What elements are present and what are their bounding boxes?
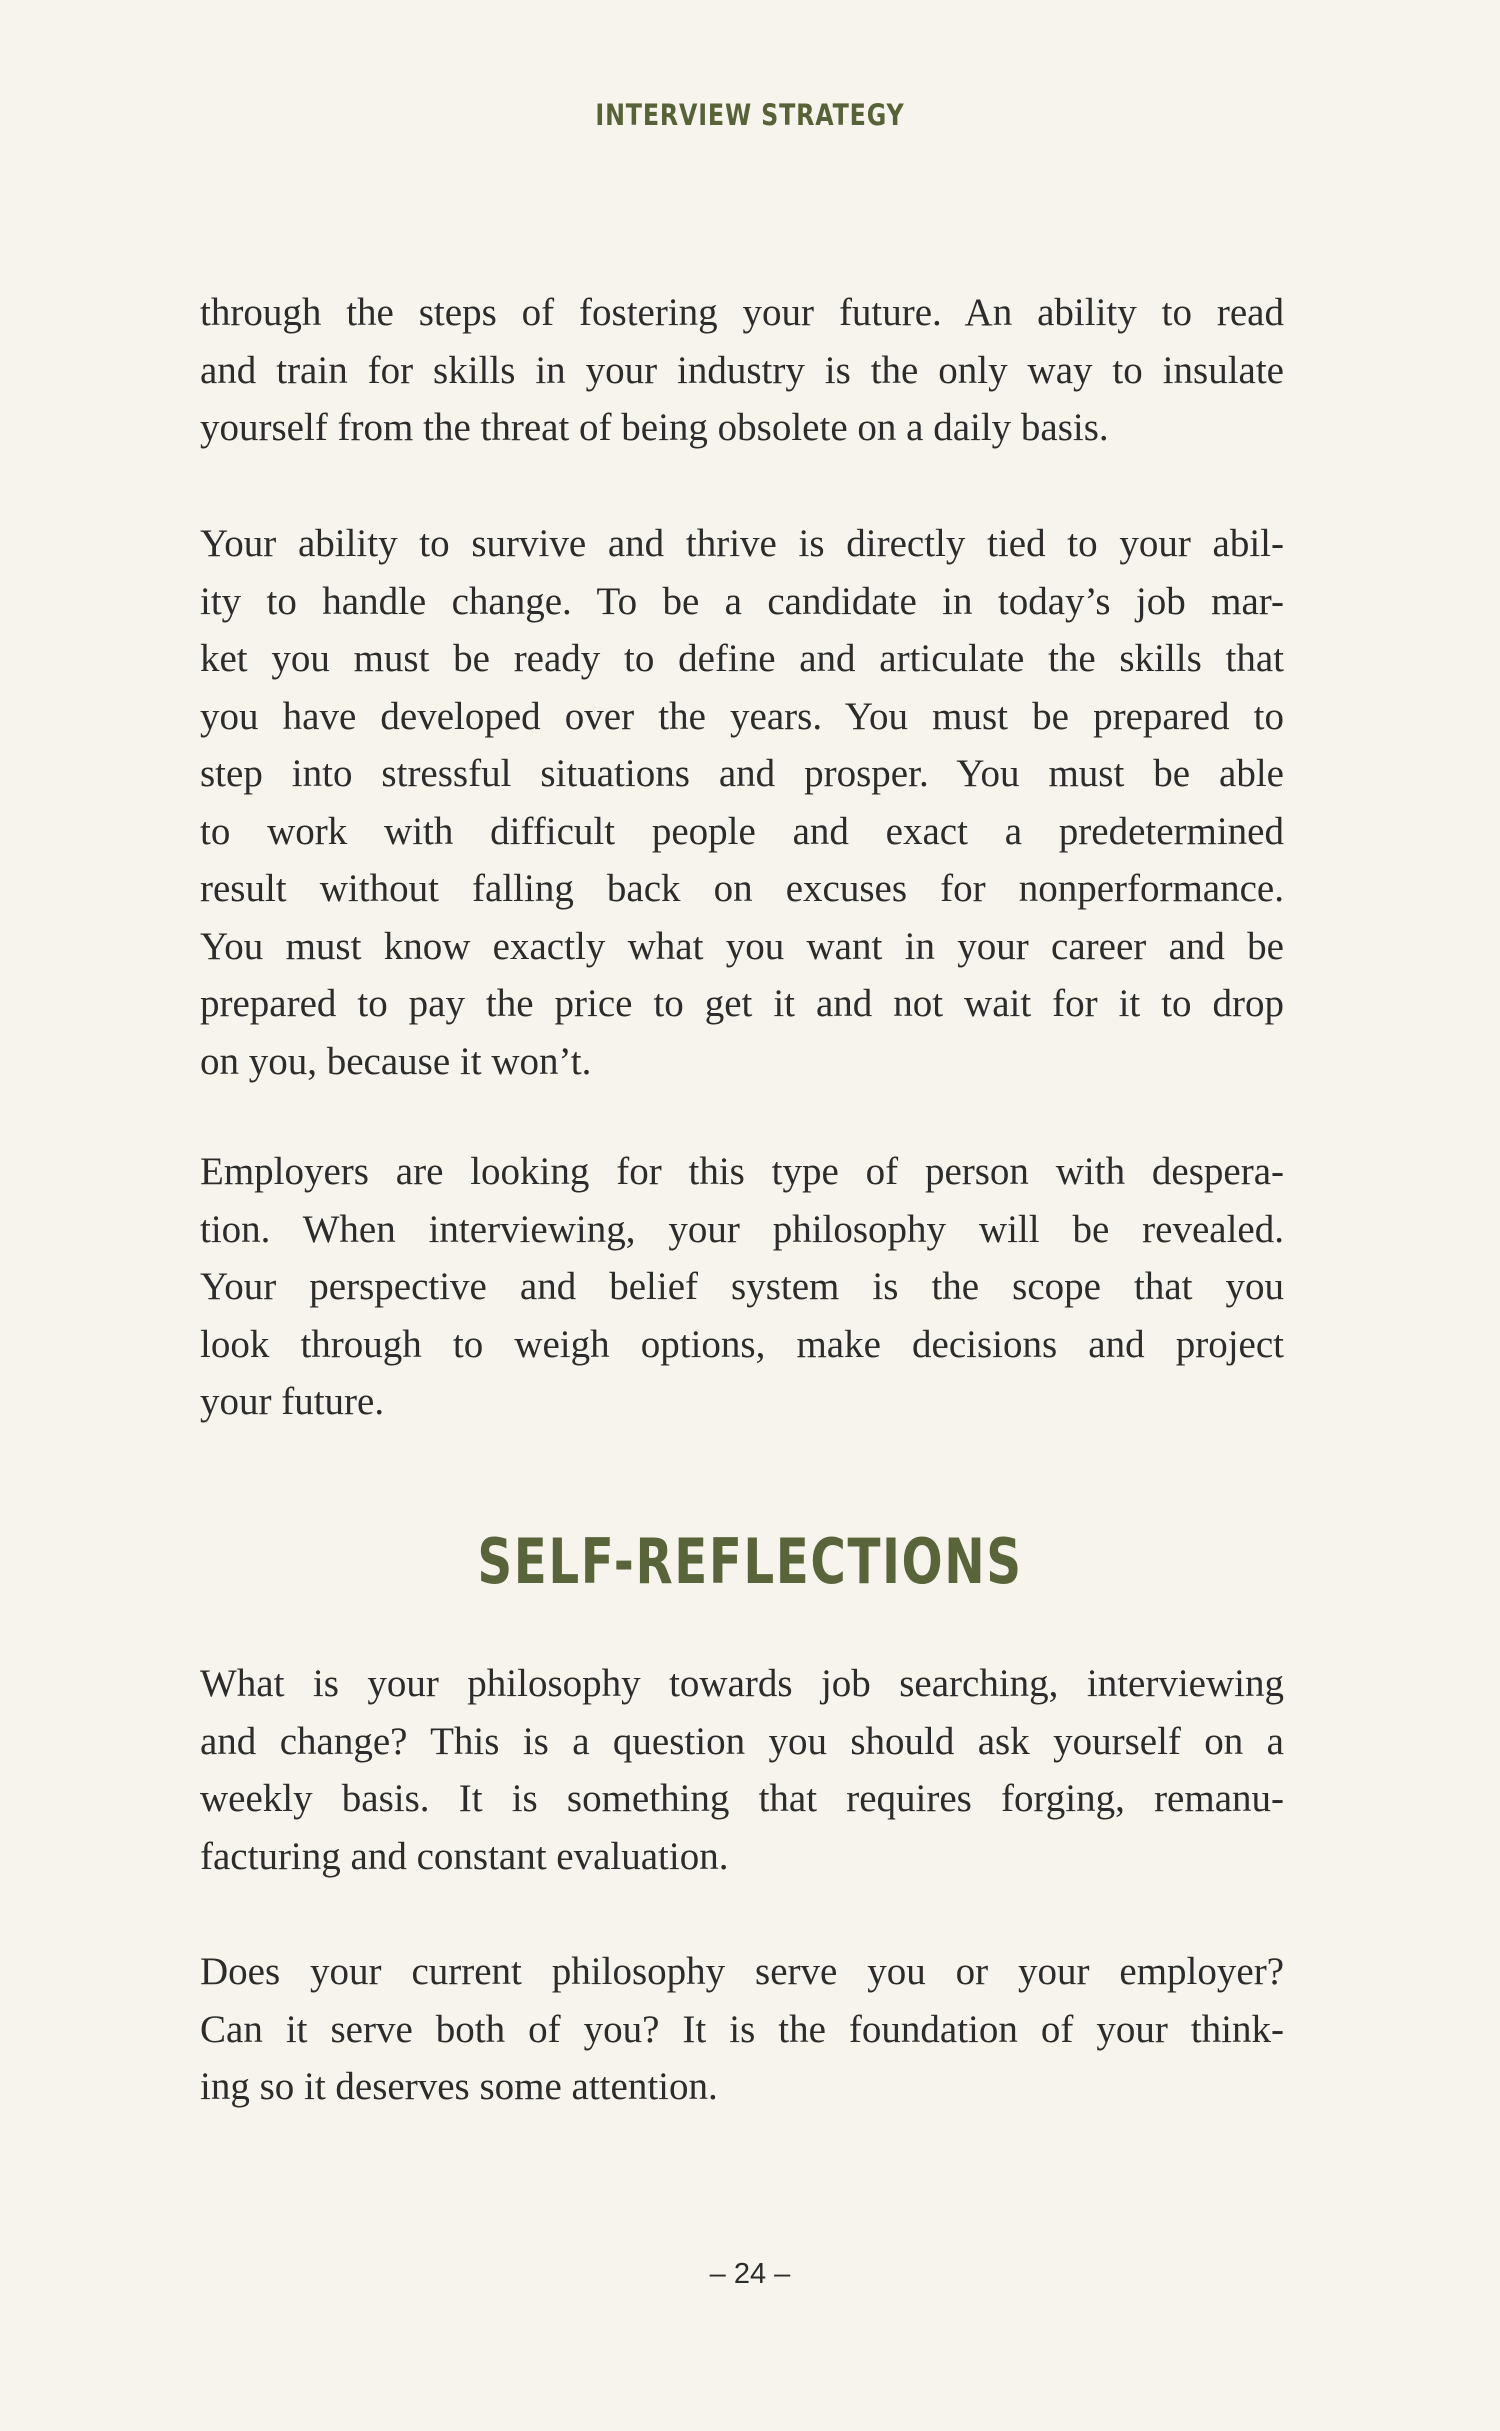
text-line: ity to handle change. To be a candidate in today’s job mar- [200, 579, 1284, 623]
paragraph-2 [200, 515, 1284, 1090]
text-line: What is your philosophy towards job searching, interviewing [200, 1662, 1284, 1705]
text-line: prepared to pay the price to get it and not wait for it to drop [200, 982, 1284, 1025]
text-line: ket you must be ready to define and articulate the skills that [200, 637, 1284, 680]
paragraph-1 [200, 284, 1284, 457]
section-paragraph-1 [200, 1655, 1284, 1885]
text-line: You must know exactly what you want in your career and be [200, 924, 1284, 968]
text-line: facturing and constant evaluation. [200, 1834, 729, 1878]
text-line: you have developed over the years. You must be prepared to [200, 694, 1284, 738]
text-line: Your perspective and belief system is the scope that you [200, 1265, 1284, 1308]
text-line: on you, because it won’t. [200, 1039, 592, 1083]
text-line: Can it serve both of you? It is the foundation of your think- [200, 2007, 1284, 2051]
text-line: through the steps of fostering your future. An ability to read [200, 291, 1284, 334]
text-line: ing so it deserves some attention. [200, 2065, 718, 2108]
text-line: result without falling back on excuses for nonperformance. [200, 867, 1284, 910]
text-line: your future. [200, 1380, 385, 1423]
text-line: and change? This is a question you should ask yourself on a [200, 1719, 1284, 1763]
text-line: Does your current philosophy serve you or your employer? [200, 1950, 1284, 1993]
text-line: step into stressful situations and prosper. You must be able [200, 752, 1284, 795]
text-line: tion. When interviewing, your philosophy will be revealed. [200, 1207, 1284, 1251]
text-line: weekly basis. It is something that requires forging, remanu- [200, 1777, 1284, 1820]
text-line: Your ability to survive and thrive is directly tied to your abil- [200, 522, 1284, 565]
paragraph-3 [200, 1143, 1284, 1431]
text-line: to work with difficult people and exact a predetermined [200, 809, 1284, 853]
text-line: Employers are looking for this type of person with despera- [200, 1150, 1284, 1193]
text-line: and train for skills in your industry is the only way to insulate [200, 348, 1284, 392]
section-paragraph-2 [200, 1943, 1284, 2116]
section-heading: SELF-REFLECTIONS [477, 1525, 1023, 1598]
text-line: yourself from the threat of being obsolete on a daily basis. [200, 406, 1109, 449]
running-head: INTERVIEW STRATEGY [595, 98, 905, 132]
page-number: – 24 – [709, 2258, 791, 2290]
text-line: look through to weigh options, make decisions and project [200, 1322, 1284, 1366]
